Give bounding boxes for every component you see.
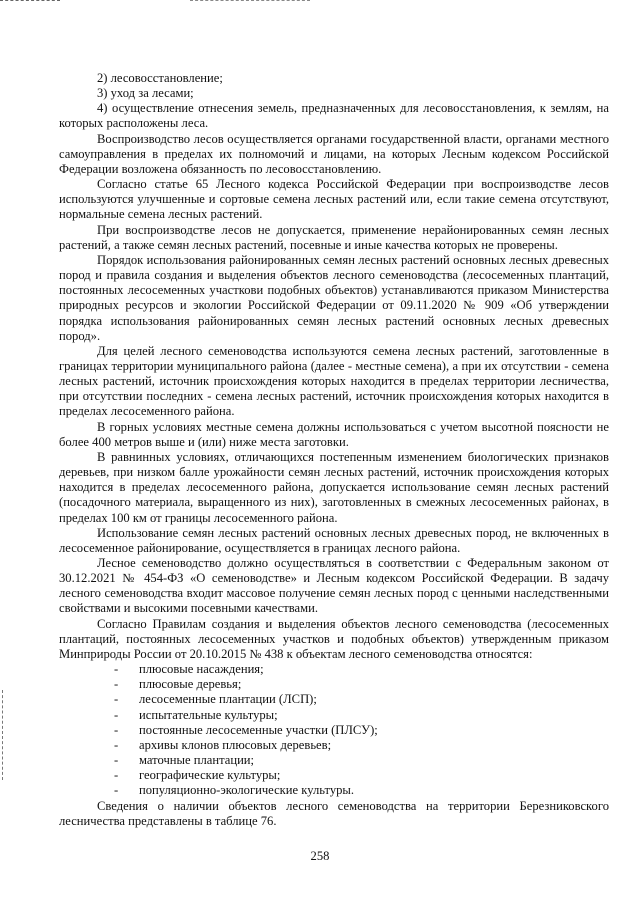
list-item-text: популяционно-экологические культуры. bbox=[139, 783, 355, 798]
paragraph: Порядок использования районированных семян лесных растений основных лесных древесных пород и правила создания и выделения объектов лесного семеноводства (лесосеменных плантаций, постоянных лесосеменных участкови подобных объектов) устанавливаются приказом Министерства природных ресурсов и экологии Российской Федерации от 09.11.2020 № 909 «Об утверждении порядка использования районированных семян лесных растений основных лесных древесных пород». bbox=[59, 252, 609, 343]
paragraph: Согласно статье 65 Лесного кодекса Российской Федерации при воспроизводстве лесов используются улучшенные и сортовые семена лесных растений или, если такие семена отсутствуют, нормальные семена лесных растений. bbox=[59, 177, 609, 222]
paragraph: Использование семян лесных растений основных лесных древесных пород, не включенных в лесосеменное районирование, осуществляется в границах лесного района. bbox=[59, 525, 609, 555]
body-text bbox=[59, 71, 609, 829]
list-item bbox=[59, 738, 609, 753]
list-item bbox=[59, 723, 609, 738]
paragraph: 4) осуществление отнесения земель, предназначенных для лесовосстановления, к землям, на которых расположены леса. bbox=[59, 101, 609, 131]
list-item bbox=[59, 708, 609, 723]
list-item-text: географические культуры; bbox=[139, 768, 281, 783]
list-marker: - bbox=[114, 737, 119, 752]
seed-objects-list bbox=[59, 662, 609, 798]
scan-artifact-margin bbox=[2, 690, 5, 780]
list-item bbox=[59, 768, 609, 783]
list-marker: - bbox=[114, 707, 119, 722]
list-item-text: архивы клонов плюсовых деревьев; bbox=[139, 737, 332, 752]
list-item bbox=[59, 753, 609, 768]
paragraph: В горных условиях местные семена должны использоваться с учетом высотной поясности не более 400 метров выше и (или) ниже места заготовки. bbox=[59, 419, 609, 449]
list-item bbox=[59, 783, 609, 798]
paragraph: 2) лесовосстановление; bbox=[97, 71, 223, 85]
paragraph: 3) уход за лесами; bbox=[97, 86, 194, 101]
list-item-text: испытательные культуры; bbox=[139, 707, 278, 722]
list-marker: - bbox=[114, 662, 119, 677]
page-number: 258 bbox=[310, 849, 330, 863]
list-item-text: постоянные лесосеменные участки (ПЛСУ); bbox=[139, 722, 378, 737]
list-marker: - bbox=[114, 677, 119, 692]
paragraph: Лесное семеноводство должно осуществляться в соответствии с Федеральным законом от 30.12.2021 № 454-ФЗ «О семеноводстве» и Лесным кодексом Российской Федерации. В задачу лесного семеноводства входит массовое получение семян лесных пород с ценными наследственными свойствами и высокими посевными качествами. bbox=[59, 556, 609, 616]
list-marker: - bbox=[114, 722, 119, 737]
paragraph-final: Сведения о наличии объектов лесного семеноводства на территории Березниковского лесничества представлены в таблице 76. bbox=[59, 798, 609, 828]
list-item-text: плюсовые насаждения; bbox=[139, 662, 264, 677]
paragraph: Для целей лесного семеноводства используются семена лесных растений, заготовленные в границах территории муниципального района (далее - местные семена), а при их отсутствии - семена лесных растений, источник происхождения которых находится в пределах территории лесничества, при отсутствии последних - семена лесных растений, источник происхождения которых находится в пределах лесосеменного района. bbox=[59, 343, 609, 419]
paragraph: При воспроизводстве лесов не допускается, применение нерайонированных семян лесных растений, а также семян лесных растений, посевные и иные качества которых не проверены. bbox=[59, 222, 609, 252]
list-item bbox=[59, 692, 609, 707]
list-marker: - bbox=[114, 783, 119, 798]
paragraph: В равнинных условиях, отличающихся постепенным изменением биологических признаков деревьев, при низком балле урожайности семян лесных растений, источник происхождения которых находится в пределах лесосеменного района, допускается использование семян лесных растений (посадочного материала, выращенного из них), заготовленных в смежных лесосеменных районах, в пределах 100 км от границы лесосеменного района. bbox=[59, 449, 609, 525]
list-item bbox=[59, 677, 609, 692]
paragraph: Воспроизводство лесов осуществляется органами государственной власти, органами местного самоуправления в пределах их полномочий и лицами, на которых Лесным кодексом Российской Федерации возложена обязанность по лесовосстановлению. bbox=[59, 131, 609, 176]
list-marker: - bbox=[114, 692, 119, 707]
scan-artifact-line bbox=[190, 0, 310, 1]
scan-artifact-line bbox=[0, 0, 60, 3]
paragraph: Согласно Правилам создания и выделения объектов лесного семеноводства (лесосеменных плантаций, постоянных лесосеменных участков и подобных объектов) утвержденным приказом Минприроды России от 20.10.2015 № 438 к объектам лесного семеноводства относятся: bbox=[59, 616, 609, 661]
list-item-text: лесосеменные плантации (ЛСП); bbox=[139, 692, 317, 707]
list-marker: - bbox=[114, 753, 119, 768]
list-marker: - bbox=[114, 768, 119, 783]
list-item-text: маточные плантации; bbox=[139, 753, 255, 768]
list-item bbox=[59, 662, 609, 677]
list-item-text: плюсовые деревья; bbox=[139, 677, 242, 692]
